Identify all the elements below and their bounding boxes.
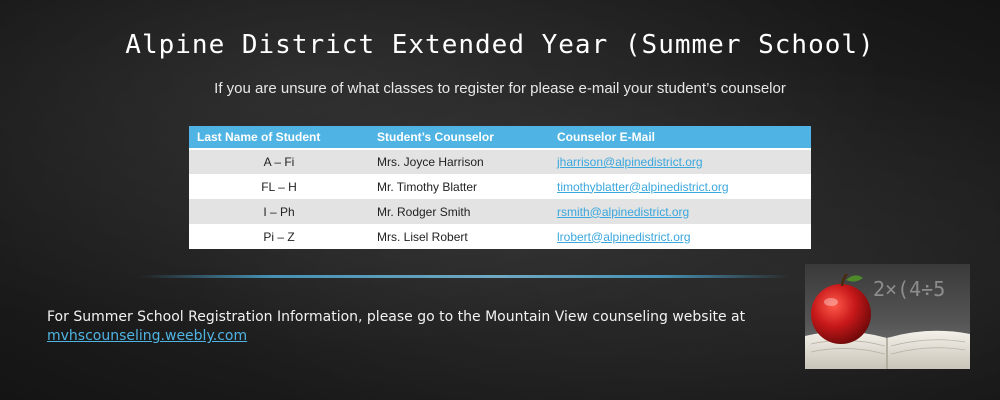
column-header-email: Counselor E-Mail (549, 126, 811, 149)
column-header-last-name: Last Name of Student (189, 126, 369, 149)
chalk-divider-line (140, 275, 790, 278)
counselor-name: Mrs. Lisel Robert (369, 224, 549, 249)
page-subtitle: If you are unsure of what classes to register for please e-mail your student’s counselor (214, 80, 786, 97)
last-name-range: I – Ph (189, 199, 369, 224)
counselor-name: Mr. Timothy Blatter (369, 174, 549, 199)
apple-icon (811, 284, 871, 344)
table-header-row (189, 126, 811, 149)
table-row (189, 149, 811, 174)
last-name-range: Pi – Z (189, 224, 369, 249)
counselor-email-cell (549, 149, 811, 174)
page-title: Alpine District Extended Year (Summer School) (125, 30, 875, 60)
table-row (189, 224, 811, 249)
apple-book-illustration (805, 264, 970, 369)
counselor-table (189, 126, 811, 249)
counselor-email-link[interactable]: timothyblatter@alpinedistrict.org (557, 179, 729, 194)
apple-book-photo (805, 264, 970, 369)
last-name-range: FL – H (189, 174, 369, 199)
column-header-counselor: Student’s Counselor (369, 126, 549, 149)
registration-info-text: For Summer School Registration Information, please go to the Mountain View counseling website at (47, 309, 746, 325)
counselor-name: Mrs. Joyce Harrison (369, 149, 549, 174)
last-name-range: A – Fi (189, 149, 369, 174)
counselor-email-link[interactable]: jharrison@alpinedistrict.org (557, 155, 703, 169)
counselor-email-link[interactable]: rsmith@alpinedistrict.org (557, 204, 690, 219)
counselor-email-cell (549, 199, 811, 224)
counselor-name: Mr. Rodger Smith (369, 199, 549, 224)
counseling-website-link[interactable]: mvhscounseling.weebly.com (47, 328, 248, 344)
counselor-email-cell (549, 174, 811, 199)
chalk-math-text: 2×(4÷5 (873, 277, 946, 301)
table-row (189, 174, 811, 199)
counselor-email-link[interactable]: lrobert@alpinedistrict.org (557, 229, 691, 244)
counselor-email-cell (549, 224, 811, 249)
registration-info (47, 308, 787, 346)
table-row (189, 199, 811, 224)
